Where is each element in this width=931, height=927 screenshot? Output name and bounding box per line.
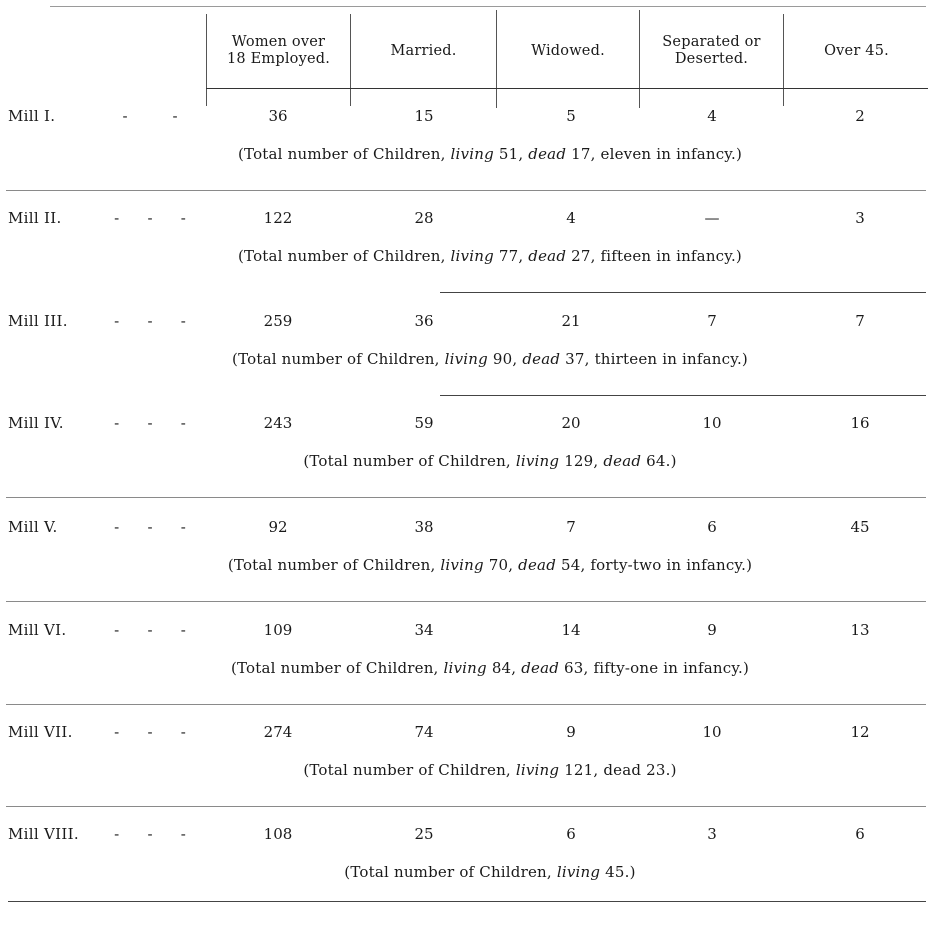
cell-over-45: 12 bbox=[850, 723, 870, 741]
cell-widowed: 5 bbox=[566, 107, 576, 125]
cell-separated: 10 bbox=[702, 723, 722, 741]
row-separator bbox=[440, 292, 926, 293]
cell-over-45: 6 bbox=[855, 825, 865, 843]
header-widowed: Widowed. bbox=[531, 42, 605, 59]
cell-separated: 6 bbox=[707, 518, 717, 536]
cell-separated: 10 bbox=[702, 414, 722, 432]
cell-women-employed: 122 bbox=[263, 209, 293, 227]
row-separator bbox=[6, 806, 926, 807]
cell-married: 28 bbox=[414, 209, 434, 227]
mill-row-1 bbox=[0, 107, 931, 209]
mill-row-7 bbox=[0, 723, 931, 825]
mill-name: Mill IV. bbox=[8, 414, 64, 432]
dot-leader: - - - bbox=[114, 723, 186, 741]
cell-over-45: 16 bbox=[850, 414, 870, 432]
cell-over-45: 13 bbox=[850, 621, 870, 639]
children-note: (Total number of Children, living 121, dead 23.) bbox=[303, 761, 677, 779]
cell-women-employed: 274 bbox=[263, 723, 293, 741]
cell-separated: — bbox=[704, 209, 720, 227]
cell-married: 74 bbox=[414, 723, 434, 741]
children-note: (Total number of Children, living 77, dead 27, fifteen in infancy.) bbox=[237, 247, 742, 265]
cell-widowed: 6 bbox=[566, 825, 576, 843]
mill-row-6 bbox=[0, 621, 931, 723]
header-top-rule bbox=[50, 6, 926, 7]
dot-leader: - - - bbox=[114, 825, 186, 843]
mill-name: Mill I. bbox=[8, 107, 56, 125]
table-bottom-rule bbox=[8, 901, 926, 902]
header-separated-deserted: Separated or Deserted. bbox=[662, 34, 761, 67]
children-note: (Total number of Children, living 129, dead 64.) bbox=[303, 452, 677, 470]
children-note: (Total number of Children, living 51, dead 17, eleven in infancy.) bbox=[237, 145, 743, 163]
mill-name: Mill VIII. bbox=[8, 825, 79, 843]
row-separator bbox=[440, 395, 926, 396]
mill-name: Mill VI. bbox=[8, 621, 67, 639]
row-separator bbox=[6, 190, 926, 191]
mill-row-5 bbox=[0, 518, 931, 620]
mill-row-2 bbox=[0, 209, 931, 311]
dot-leader: - - - bbox=[114, 209, 186, 227]
header-married: Married. bbox=[390, 42, 457, 59]
cell-widowed: 9 bbox=[566, 723, 576, 741]
mill-name: Mill II. bbox=[8, 209, 62, 227]
mill-row-3 bbox=[0, 312, 931, 414]
table-header bbox=[0, 0, 931, 100]
cell-widowed: 20 bbox=[561, 414, 581, 432]
row-separator bbox=[6, 497, 926, 498]
mill-name: Mill V. bbox=[8, 518, 58, 536]
cell-women-employed: 243 bbox=[263, 414, 293, 432]
dot-leader: - - bbox=[122, 107, 178, 125]
cell-women-employed: 92 bbox=[268, 518, 288, 536]
children-note: (Total number of Children, living 90, dead 37, thirteen in infancy.) bbox=[232, 350, 748, 368]
cell-married: 34 bbox=[414, 621, 434, 639]
dot-leader: - - - bbox=[114, 518, 186, 536]
cell-women-employed: 259 bbox=[263, 312, 293, 330]
cell-married: 36 bbox=[414, 312, 434, 330]
header-women-employed: Women over 18 Employed. bbox=[226, 34, 331, 67]
children-note: (Total number of Children, living 70, dead 54, forty-two in infancy.) bbox=[227, 556, 753, 574]
cell-separated: 7 bbox=[707, 312, 717, 330]
mill-row-8 bbox=[0, 825, 931, 927]
cell-married: 38 bbox=[414, 518, 434, 536]
cell-over-45: 2 bbox=[855, 107, 865, 125]
row-separator bbox=[6, 704, 926, 705]
mill-row-4 bbox=[0, 414, 931, 516]
dot-leader: - - - bbox=[114, 621, 186, 639]
cell-over-45: 7 bbox=[855, 312, 865, 330]
cell-over-45: 45 bbox=[850, 518, 870, 536]
children-note: (Total number of Children, living 84, dead 63, fifty-one in infancy.) bbox=[230, 659, 750, 677]
cell-women-employed: 108 bbox=[263, 825, 293, 843]
cell-women-employed: 36 bbox=[268, 107, 288, 125]
cell-married: 15 bbox=[414, 107, 434, 125]
cell-separated: 9 bbox=[707, 621, 717, 639]
header-over-45: Over 45. bbox=[824, 42, 889, 59]
cell-widowed: 21 bbox=[561, 312, 581, 330]
cell-widowed: 4 bbox=[566, 209, 576, 227]
cell-over-45: 3 bbox=[855, 209, 865, 227]
cell-married: 59 bbox=[414, 414, 434, 432]
dot-leader: - - - bbox=[114, 312, 186, 330]
cell-widowed: 7 bbox=[566, 518, 576, 536]
mill-name: Mill VII. bbox=[8, 723, 73, 741]
cell-women-employed: 109 bbox=[263, 621, 293, 639]
children-note: (Total number of Children, living 45.) bbox=[344, 863, 636, 881]
mill-name: Mill III. bbox=[8, 312, 68, 330]
cell-widowed: 14 bbox=[561, 621, 581, 639]
row-separator bbox=[6, 601, 926, 602]
dot-leader: - - - bbox=[114, 414, 186, 432]
cell-separated: 4 bbox=[707, 107, 717, 125]
cell-separated: 3 bbox=[707, 825, 717, 843]
cell-married: 25 bbox=[414, 825, 434, 843]
header-bottom-rule bbox=[206, 88, 928, 89]
